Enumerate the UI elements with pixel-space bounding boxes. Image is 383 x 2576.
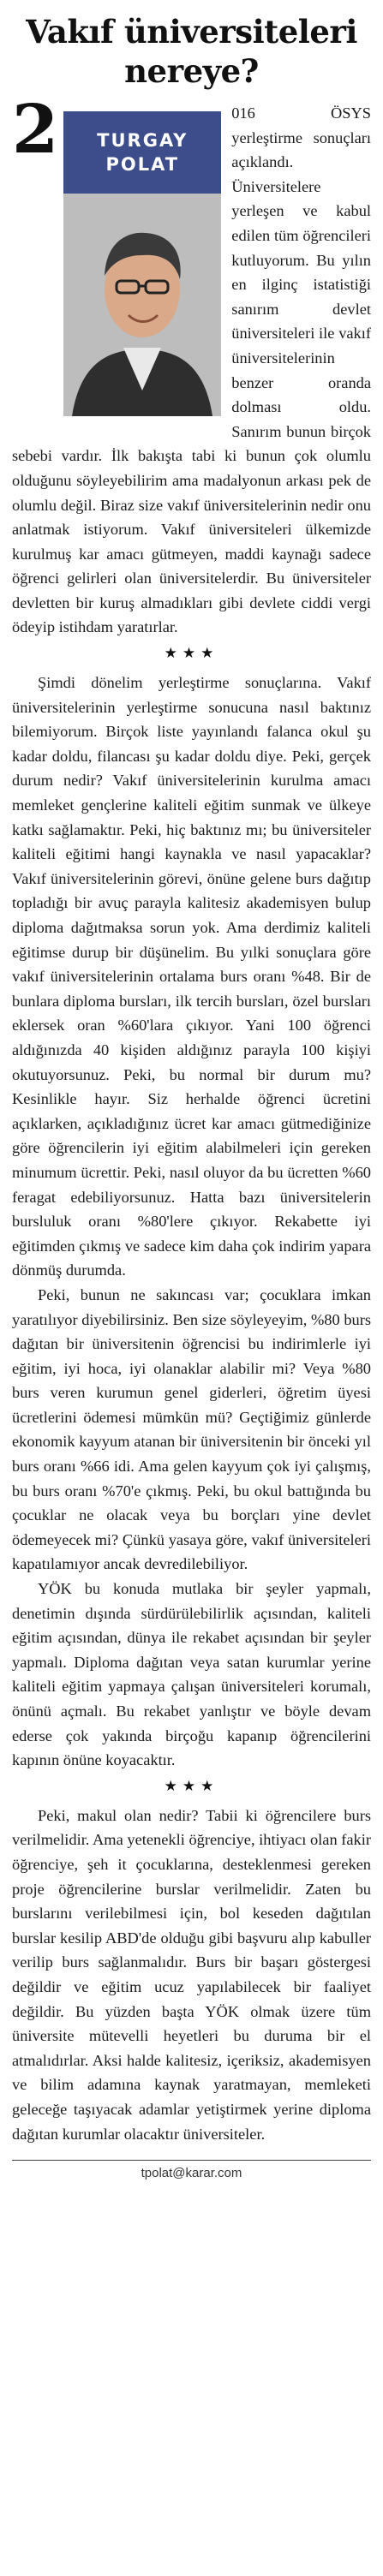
paragraph: Şimdi dönelim yerleştirme sonuçlarına. Vakıf üniversitelerinin yerleştirme sonucuna nasıl baktınız bilemiyorum. Birçok liste yayınlandı falanca okul şu kadar doldu, filancası şu kadar doldu diye. Peki, gerçek durum nedir? Vakıf üniversitelerinin kurulma amacı memleket gençlerine kaliteli eğitim sunmak ve ülkeye katkı sağlamaktır. Peki, hiç baktınız mı; bu üniversiteler kaliteli eğitimi hangi kaynakla ve nasıl yapacaklar? Vakıf üniversitelerinin görevi, önüne gelene burs dağıtıp topladığı bir avuç parayla kalitesiz akademisyen bulup diploma dağıtmaksa sorun yok. Ama derdimiz kaliteli eğitimse durup bir düşünelim. Bu yılki sonuçlara göre vakıf üniversitelerinin ortalama burs oranı %48. Bir de bunlara diploma bursları, ilk tercih bursları, özel bursları eklersek oran %60'lara çıkıyor. Yani 100 öğrenci aldığınızda 40 kişiden aldığınız parayla 100 kişiyi okutuyorsunuz. Peki, bu normal bir durum mu? Kesinlikle hayır. Siz herhalde öğrenci ücretini açıklarken, açıkladığınız ücret kar amacı gütmediğinize göre öğrencilerin iyi eğitim alabilmeleri için gereken minumum ücrettir. Peki, nasıl oluyor da bu ücretten %60 feragat edebiliyorsunuz. Hatta bazı üniversitelerin bursluluk oranı %80'lere çıkıyor. Rekabette iyi eğitimden çıkmış ve sadece kim daha çok indirim yapara dönmüş durumda. <box>12 674 371 1279</box>
author-name-banner <box>63 111 221 194</box>
paragraph: Peki, makul olan nedir? Tabii ki öğrencilere burs verilmelidir. Ama yetenekli öğrenciye, ihtiyacı olan fakir öğrenciye, şeh it çocuklarına, desteklenmesi gereken proje öğrencilerine burslar verilmelidir. Zaten bu burslarını verilebilmesi için, bol keseden dağıtılan burslar kesilip ABD'de olduğu gibi başvuru alıp kabuller verilip burs sağlanmalıdır. Burs bir başarı göstergesi değildir ve eğitim ucuz yapılabilecek bir faaliyet değildir. Bu yüzden başta YÖK olmak üzere tüm üniversite mütevelli heyetleri bu duruma bir el atmalıdırlar. Aksi halde kalitesiz, içeriksiz, akademisyen ve bilim adamına kaynak yaratmayan, memleketi geleceğe taşıyacak adamlar yetiştirmek yerine diploma dağıtan kurumlar olacaktır üniversiteler. <box>12 1806 371 2143</box>
lead-paragraph <box>12 91 371 640</box>
author-last-name: POLAT <box>105 154 180 175</box>
footer-divider <box>12 2160 371 2161</box>
author-email: tpolat@karar.com <box>141 2166 242 2181</box>
author-portrait-icon <box>63 194 221 416</box>
lead-section <box>12 91 371 640</box>
section-two <box>12 671 371 1773</box>
article-title: Vakıf üniversiteleri nereye? <box>26 13 357 90</box>
paragraph: Peki, bunun ne sakıncası var; çocuklara imkan yaratılıyor diyebilirsiniz. Ben size söyleyeyim, %80 burs dağıtan bir üniversitenin öğrencisi bu indirimlerle iyi eğitim, iyi hoca, iyi olanaklar alabilir mi? Veya %80 burs veren kurumun genel giderleri, öğretim üyesi ücretlerini ödemesi mümkün mü? Geçtiğimiz günlerde ekonomik kayyum atanan bir üniversitenin bir önceki yıl burs oranı %66 idi. Ama gelen kayyum çok iyi çalışmış, bu burs oranı %70'e çıkmış. Peki, bu okul battığında bu çocuklar ne olacak veya bu borçları yine devlet ödemeyecek mi? Çünkü yasaya göre, vakıf üniversiteleri kapatılamıyor ancak devredilebiliyor. <box>12 1285 371 1573</box>
section-three <box>12 1804 371 2146</box>
author-box <box>63 111 221 416</box>
paragraph: YÖK bu konuda mutlaka bir şeyler yapmalı, denetimin dışında sürdürülebilirlik açısından, kaliteli eğitim açısından, dünya ile rekabet açısından bir şeyler yapmalı. Diploma dağıtan veya satan kurumlar yerine kaliteli eğitim yapmaya çalışan üniversiteleri korumalı, önünü açmalı. Bu rekabet yanlıştır ve böyle devam ederse çok yakında birçoğu kapanıp öğrencilerini kapının önüne koyacaktır. <box>12 1580 371 1769</box>
separator-stars: ★★★ <box>164 645 219 663</box>
drop-cap: 2 <box>12 91 59 169</box>
separator-stars: ★★★ <box>164 1777 219 1795</box>
lead-text-start: 016 ÖSYS yerleştirme sonuçları açıklandı. Üniversitelere yerleşen ve kabul edilen tüm öğrencileri kutluyorum. Bu yılın en ilginç istatistiği sanırım devlet üniversiteleri ile vakıf üniversitelerinin benzer oranda dolması oldu. Sanırım bunun birçok sebebi vardır. İlk bakışta tabi ki bunun çok olumlu olduğunu söyleyebilirim ama madalyonun arkası pek de olumlu değil. Biraz size vakıf üniversitelerinin nedir onu anlatmak istiyorum. Vakıf üniversiteleri ülkemizde kurulmuş kar amacı gütmeyen, maddi kaynağı sadece öğrenci gelirleri olan üniversitelerdir. Bu üniversiteler devletten bir kuruş almadıkları gibi devlete ciddi vergi ödeyip istihdam yaratırlar. <box>12 104 371 636</box>
author-first-name: TURGAY <box>97 130 189 151</box>
